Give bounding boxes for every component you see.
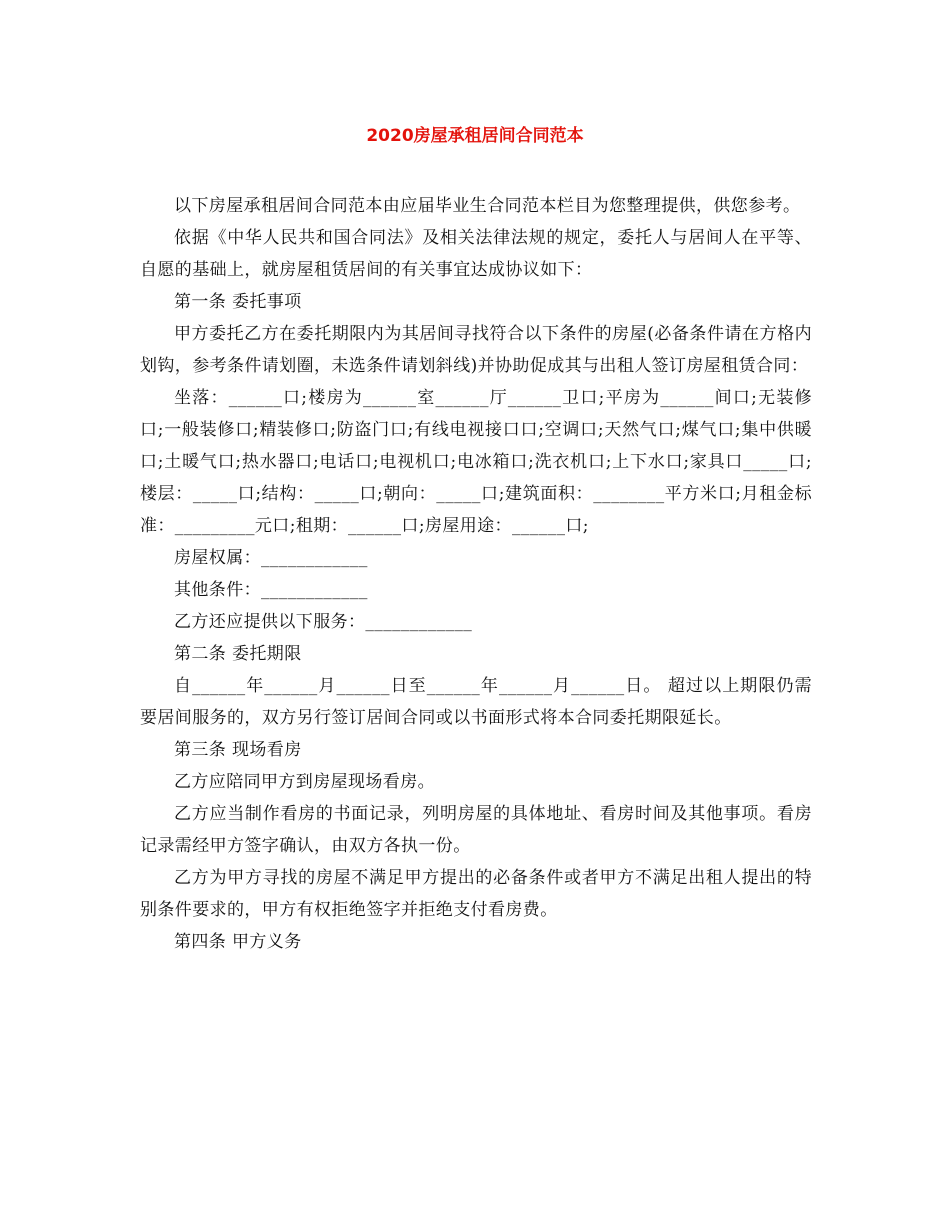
- intro-paragraph: 以下房屋承租居间合同范本由应届毕业生合同范本栏目为您整理提供，供您参考。: [174, 196, 801, 216]
- article-1-paragraph: 甲方委托乙方在委托期限内为其居间寻找符合以下条件的房屋(必备条件请在方格内划钩，参考条件请划圈，未选条件请划斜线)并协助促成其与出租人签订房屋租赁合同：: [140, 324, 812, 376]
- article-3-paragraph-2: 乙方应当制作看房的书面记录，列明房屋的具体地址、看房时间及其他事项。看房记录需经甲方签字确认，由双方各执一份。: [140, 804, 812, 856]
- document-title: 2020房屋承租居间合同范本: [366, 126, 584, 146]
- property-conditions-paragraph: 坐落：______口;楼房为______室______厅______卫口;平房为______间口;无装修口;一般装修口;精装修口;防盗门口;有线电视接口口;空调口;天然气口;煤气口;集中供暖口;土暖气口;热水器口;电话口;电视机口;电冰箱口;洗衣机口;上下水口;家具口_____口;楼层：_____口;结构：_____口;朝向：_____口;建筑面积：________平方米口;月租金标准：_________元口;租期：______口;房屋用途：______口;: [140, 388, 812, 536]
- article-2-paragraph: 自______年______月______日至______年______月______日。 超过以上期限仍需要居间服务的，双方另行签订居间合同或以书面形式将本合同委托期限延长。: [140, 676, 812, 728]
- article-4-heading: 第四条 甲方义务: [174, 932, 302, 952]
- other-conditions-field-line: 其他条件：____________: [174, 580, 368, 600]
- article-1-heading: 第一条 委托事项: [174, 292, 302, 312]
- preamble-paragraph: 依据《中华人民共和国合同法》及相关法律法规的规定，委托人与居间人在平等、自愿的基础上，就房屋租赁居间的有关事宜达成协议如下：: [140, 228, 812, 280]
- document-body: [140, 190, 812, 958]
- extra-services-field-line: 乙方还应提供以下服务：____________: [174, 612, 473, 632]
- article-3-paragraph-1: 乙方应陪同甲方到房屋现场看房。: [174, 772, 435, 792]
- article-3-heading: 第三条 现场看房: [174, 740, 302, 760]
- ownership-field-line: 房屋权属：____________: [174, 548, 368, 568]
- article-3-paragraph-3: 乙方为甲方寻找的房屋不满足甲方提出的必备条件或者甲方不满足出租人提出的特别条件要求的，甲方有权拒绝签字并拒绝支付看房费。: [140, 868, 812, 920]
- article-2-heading: 第二条 委托期限: [174, 644, 302, 664]
